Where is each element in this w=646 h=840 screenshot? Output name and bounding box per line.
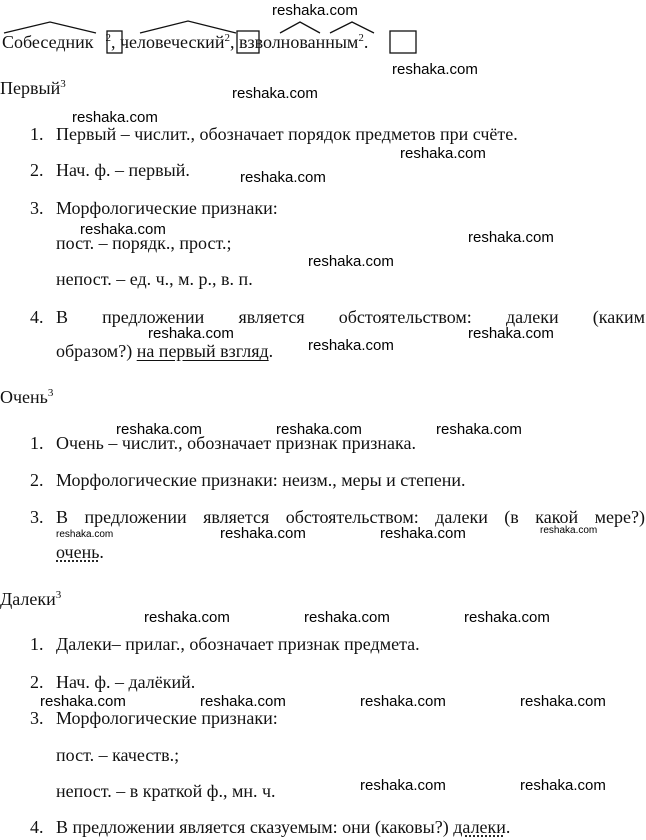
watermark: reshaka.com [276, 421, 362, 438]
underlined-adverbial: очень [56, 542, 100, 562]
list-number: 3. [30, 507, 44, 527]
cont-end: . [99, 542, 104, 562]
header-end: . [363, 32, 369, 52]
list-number: 2. [30, 160, 44, 180]
section-title-sup: 3 [60, 78, 66, 90]
section-title-very [0, 387, 53, 408]
list-item: Морфологические признаки: [56, 198, 278, 218]
watermark: reshaka.com [392, 61, 478, 78]
list-number: 4. [30, 307, 44, 327]
header-sep-1: , [111, 32, 120, 52]
list-item: Морфологические признаки: [56, 708, 278, 728]
list-number: 1. [30, 124, 44, 144]
watermark: reshaka.com [80, 221, 166, 238]
list-item: Морфологические признаки: неизм., меры и степени. [56, 470, 466, 490]
list-number: 2. [30, 672, 44, 692]
watermark: reshaka.com [40, 693, 126, 710]
list-item: Очень – числит., обозначает признак признака. [56, 433, 416, 453]
list-item: Далеки– прилаг., обозначает признак предмета. [56, 634, 420, 654]
nonconstant-features: непост. – ед. ч., м. р., в. п. [56, 269, 253, 289]
header-word-2: человеческий [120, 32, 225, 52]
watermark: reshaka.com [520, 777, 606, 794]
section-title-sup: 3 [55, 589, 62, 601]
list-item: Первый – числит., обозначает порядок предметов при счёте. [56, 124, 518, 144]
list-item-continuation [56, 341, 273, 362]
section-title-far [0, 589, 61, 610]
watermark: reshaka.com [240, 169, 326, 186]
list-number: 3. [30, 708, 44, 728]
ending-box-3 [390, 31, 416, 53]
list-item: В предложении является обстоятельством: далеки (каким [56, 307, 645, 327]
list-item: Нач. ф. – первый. [56, 160, 190, 180]
cont-end: . [268, 341, 274, 361]
header-line [2, 32, 368, 53]
watermark: reshaka.com [468, 229, 554, 246]
header-word-1: Собеседник [2, 32, 94, 52]
watermark: reshaka.com [380, 525, 466, 542]
list-item [56, 817, 510, 838]
watermark: reshaka.com [520, 693, 606, 710]
underlined-predicate: далеки [453, 817, 506, 837]
watermark: reshaka.com [144, 609, 230, 626]
watermark: reshaka.com [72, 109, 158, 126]
header-sup-3: 2 [358, 32, 364, 44]
header-sep-2: , [229, 32, 239, 52]
watermark: reshaka.com [436, 421, 522, 438]
watermark: reshaka.com [360, 777, 446, 794]
list-item: В предложении является обстоятельством: далеки (в какой мере?) [56, 507, 645, 527]
header-sup-1: 2 [105, 32, 111, 44]
watermark: reshaka.com [400, 145, 486, 162]
watermark: reshaka.com [56, 529, 114, 540]
list-number: 3. [30, 198, 44, 218]
watermark: reshaka.com [464, 609, 550, 626]
section-title-first [0, 78, 66, 99]
constant-features: пост. – порядк., прост.; [56, 233, 232, 253]
watermark: reshaka.com [220, 525, 306, 542]
list-item-text: В предложении является сказуемым: они (каковы?) [56, 817, 454, 837]
list-number: 2. [30, 470, 44, 490]
nonconstant-features: непост. – в краткой ф., мн. ч. [56, 781, 276, 801]
watermark: reshaka.com [360, 693, 446, 710]
list-number: 1. [30, 433, 44, 453]
watermark: reshaka.com [468, 325, 554, 342]
section-title-text: Очень [0, 387, 48, 407]
watermark: reshaka.com [304, 609, 390, 626]
watermark: reshaka.com [540, 525, 598, 536]
section-title-text: Далеки [0, 589, 56, 609]
list-number: 4. [30, 817, 44, 837]
watermark: reshaka.com [116, 421, 202, 438]
header-word-3: взволнованным [238, 32, 359, 52]
underlined-adverbial: на первый взгляд [136, 341, 269, 361]
list-item: Нач. ф. – далёкий. [56, 672, 196, 692]
section-title-text: Первый [0, 78, 61, 98]
list-item-continuation [56, 542, 104, 563]
header-sup-2: 2 [224, 32, 230, 44]
cont-prefix: образом?) [56, 341, 137, 361]
cont-end: . [505, 817, 511, 837]
watermark: reshaka.com [308, 337, 394, 354]
list-number: 1. [30, 634, 44, 654]
watermark: reshaka.com [200, 693, 286, 710]
constant-features: пост. – качеств.; [56, 745, 180, 765]
watermark: reshaka.com [272, 2, 358, 19]
watermark: reshaka.com [308, 253, 394, 270]
watermark: reshaka.com [232, 85, 318, 102]
section-title-sup: 3 [47, 387, 54, 399]
watermark: reshaka.com [148, 325, 234, 342]
